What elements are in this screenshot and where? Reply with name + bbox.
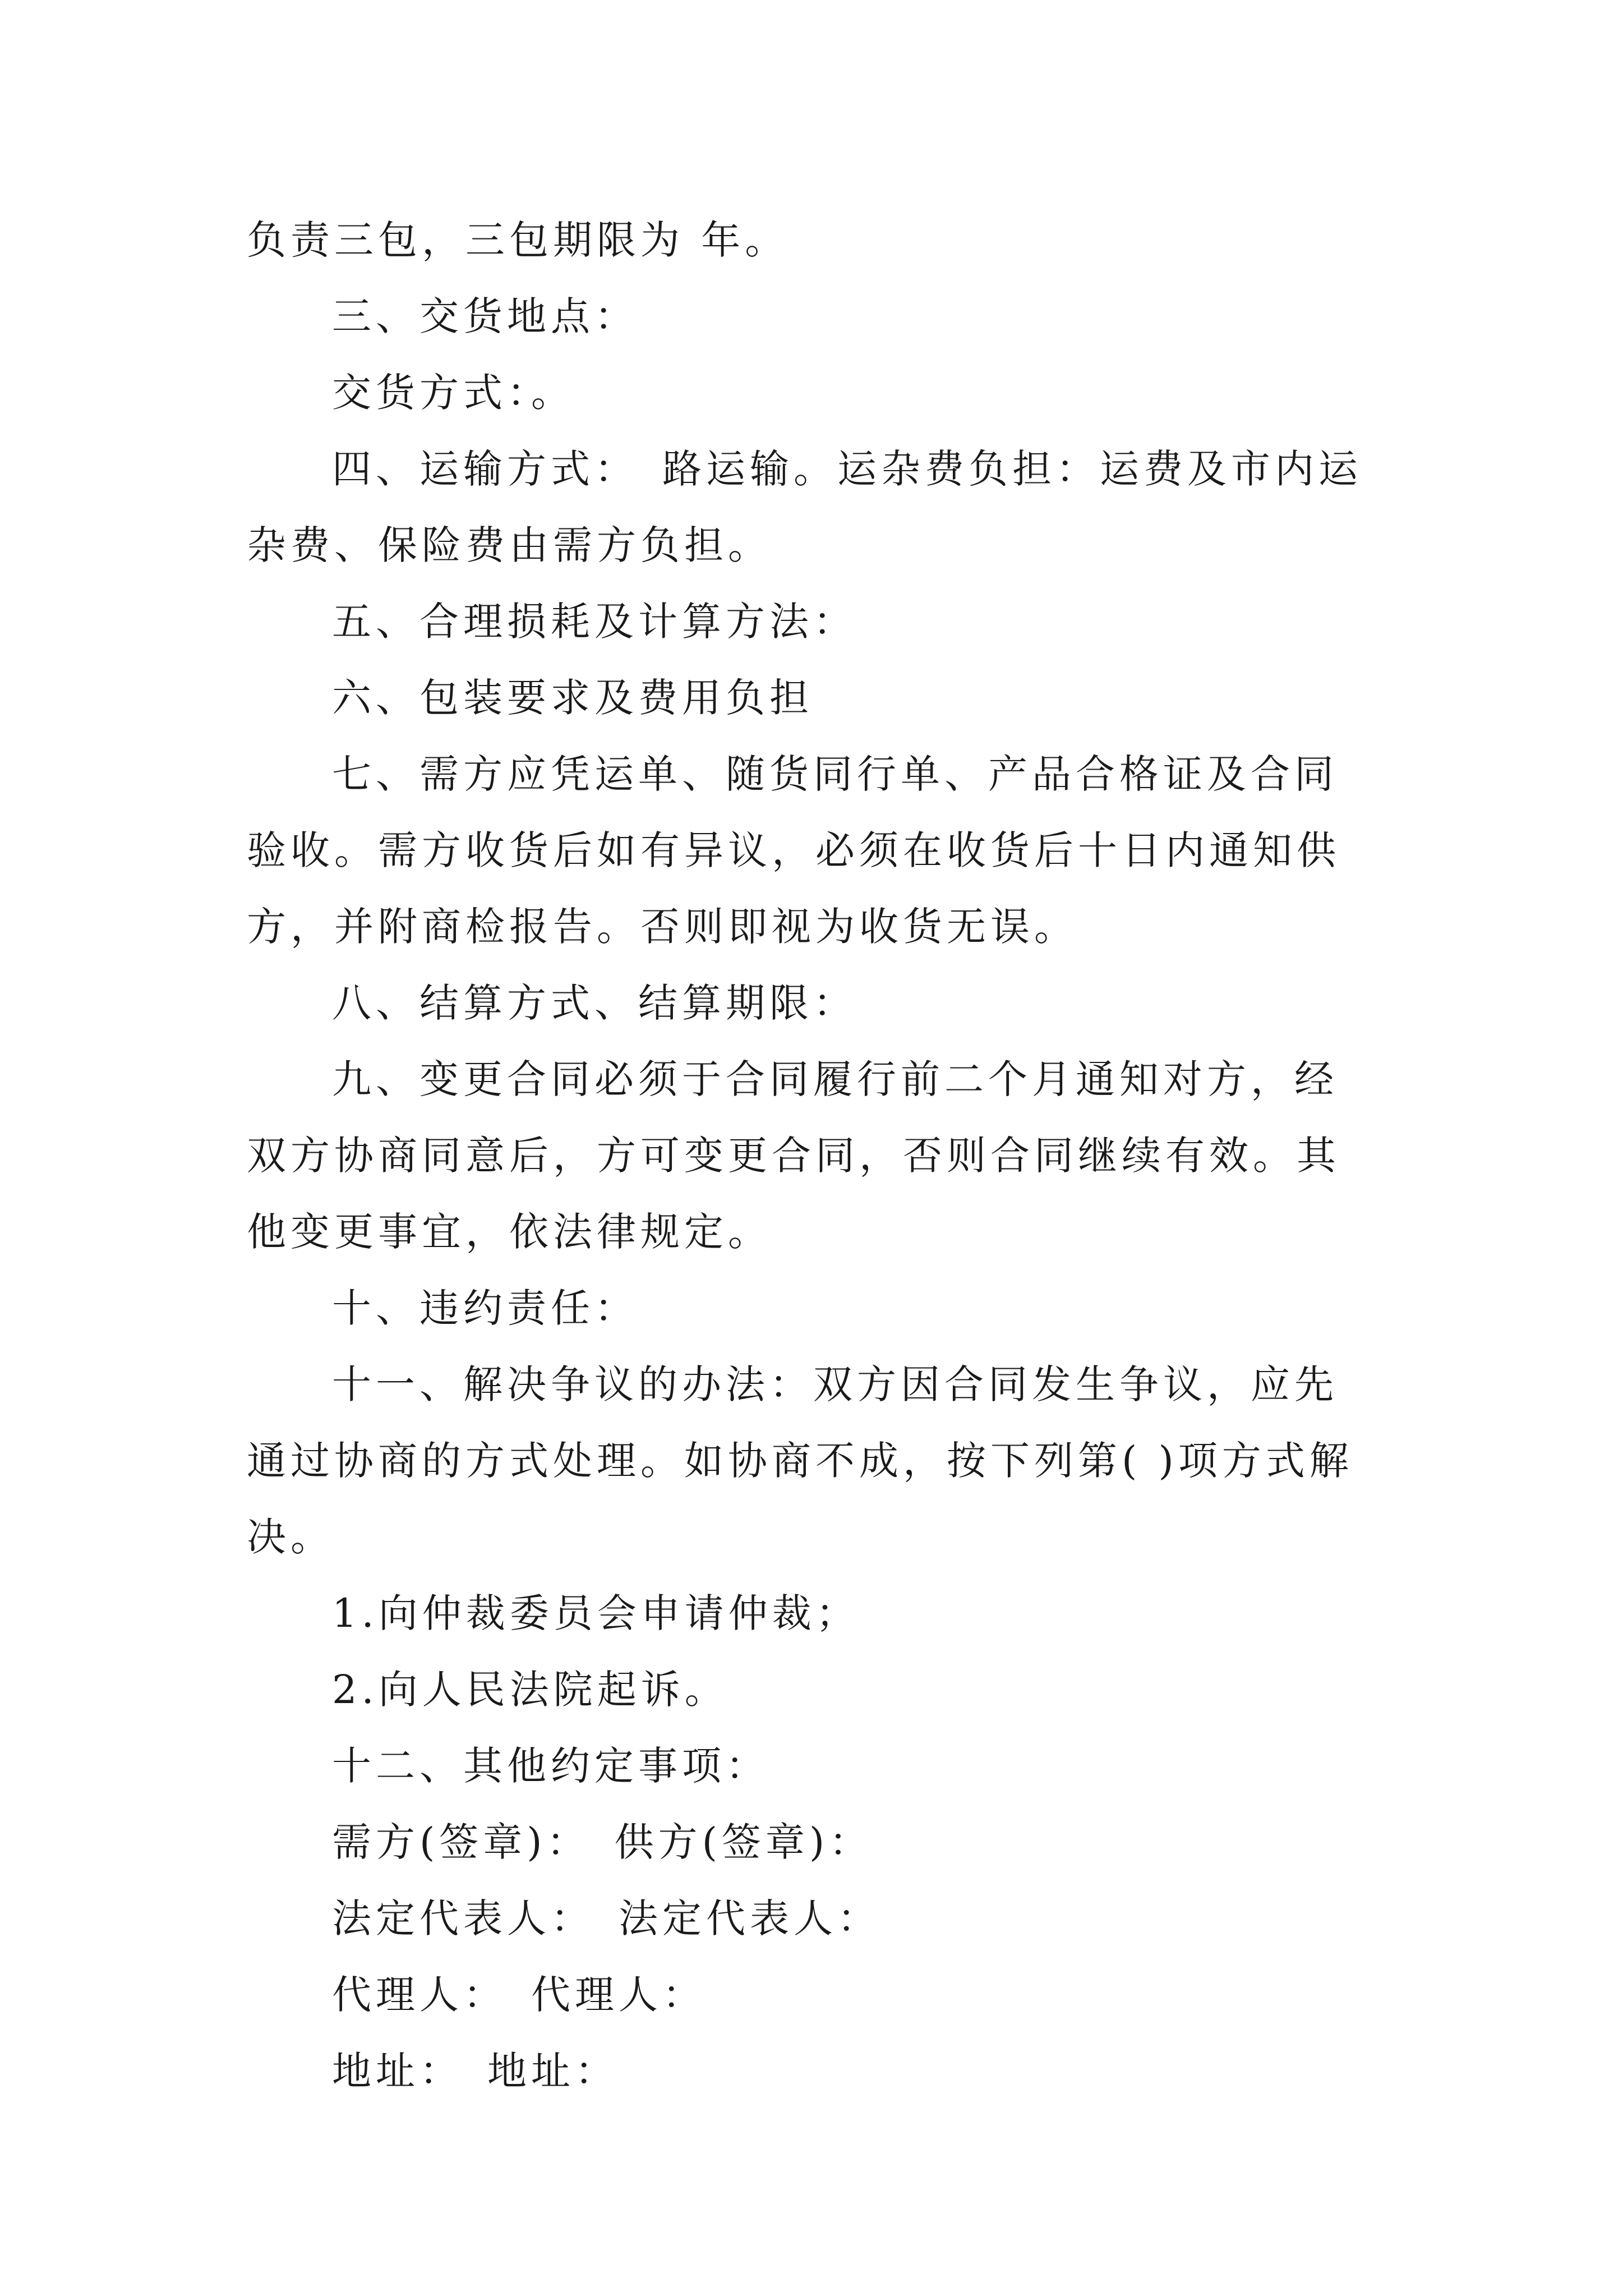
paragraph-warranty-term: 负责三包，三包期限为 年。 (247, 217, 789, 263)
paragraph-liability: 十、违约责任： (332, 1285, 638, 1331)
paragraph-acceptance: 七、需方应凭运单、随货同行单、产品合格证及合同验收。需方收货后如有异议，必须在收货后十日内通知供方，并附商检报告。否则即视为收货无误。 (247, 751, 1340, 950)
signature-line-legal-representative: 法定代表人： 法定代表人： (332, 1895, 881, 1941)
signature-line-agent: 代理人： 代理人： (332, 1972, 706, 2018)
paragraph-reasonable-loss: 五、合理损耗及计算方法： (332, 599, 857, 645)
paragraph-dispute-resolution: 十一、解决争议的办法：双方因合同发生争议，应先通过协商的方式处理。如协商不成，按下列第( )项方式解决。 (247, 1361, 1353, 1560)
paragraph-packaging: 六、包装要求及费用负担 (332, 675, 813, 721)
paragraph-delivery-location: 三、交货地点： (332, 293, 638, 339)
document-body (247, 202, 1380, 2109)
signature-line-parties: 需方(签章)： 供方(签章)： (332, 1819, 873, 1865)
paragraph-transport-method: 四、运输方式： 路运输。运杂费负担：运费及市内运杂费、保险费由需方负担。 (247, 446, 1362, 568)
paragraph-contract-change: 九、变更合同必须于合同履行前二个月通知对方，经双方协商同意后，方可变更合同，否则合同继续有效。其他变更事宜，依法律规定。 (247, 1056, 1340, 1255)
paragraph-other-matters: 十二、其他约定事项： (332, 1743, 769, 1789)
signature-line-address: 地址： 地址： (332, 2048, 619, 2094)
paragraph-settlement: 八、结算方式、结算期限： (332, 980, 857, 1026)
paragraph-option-court: 2.向人民法院起诉。 (332, 1667, 728, 1713)
paragraph-delivery-method: 交货方式：。 (332, 370, 575, 416)
paragraph-option-arbitration: 1.向仲裁委员会申请仲裁； (332, 1590, 860, 1636)
